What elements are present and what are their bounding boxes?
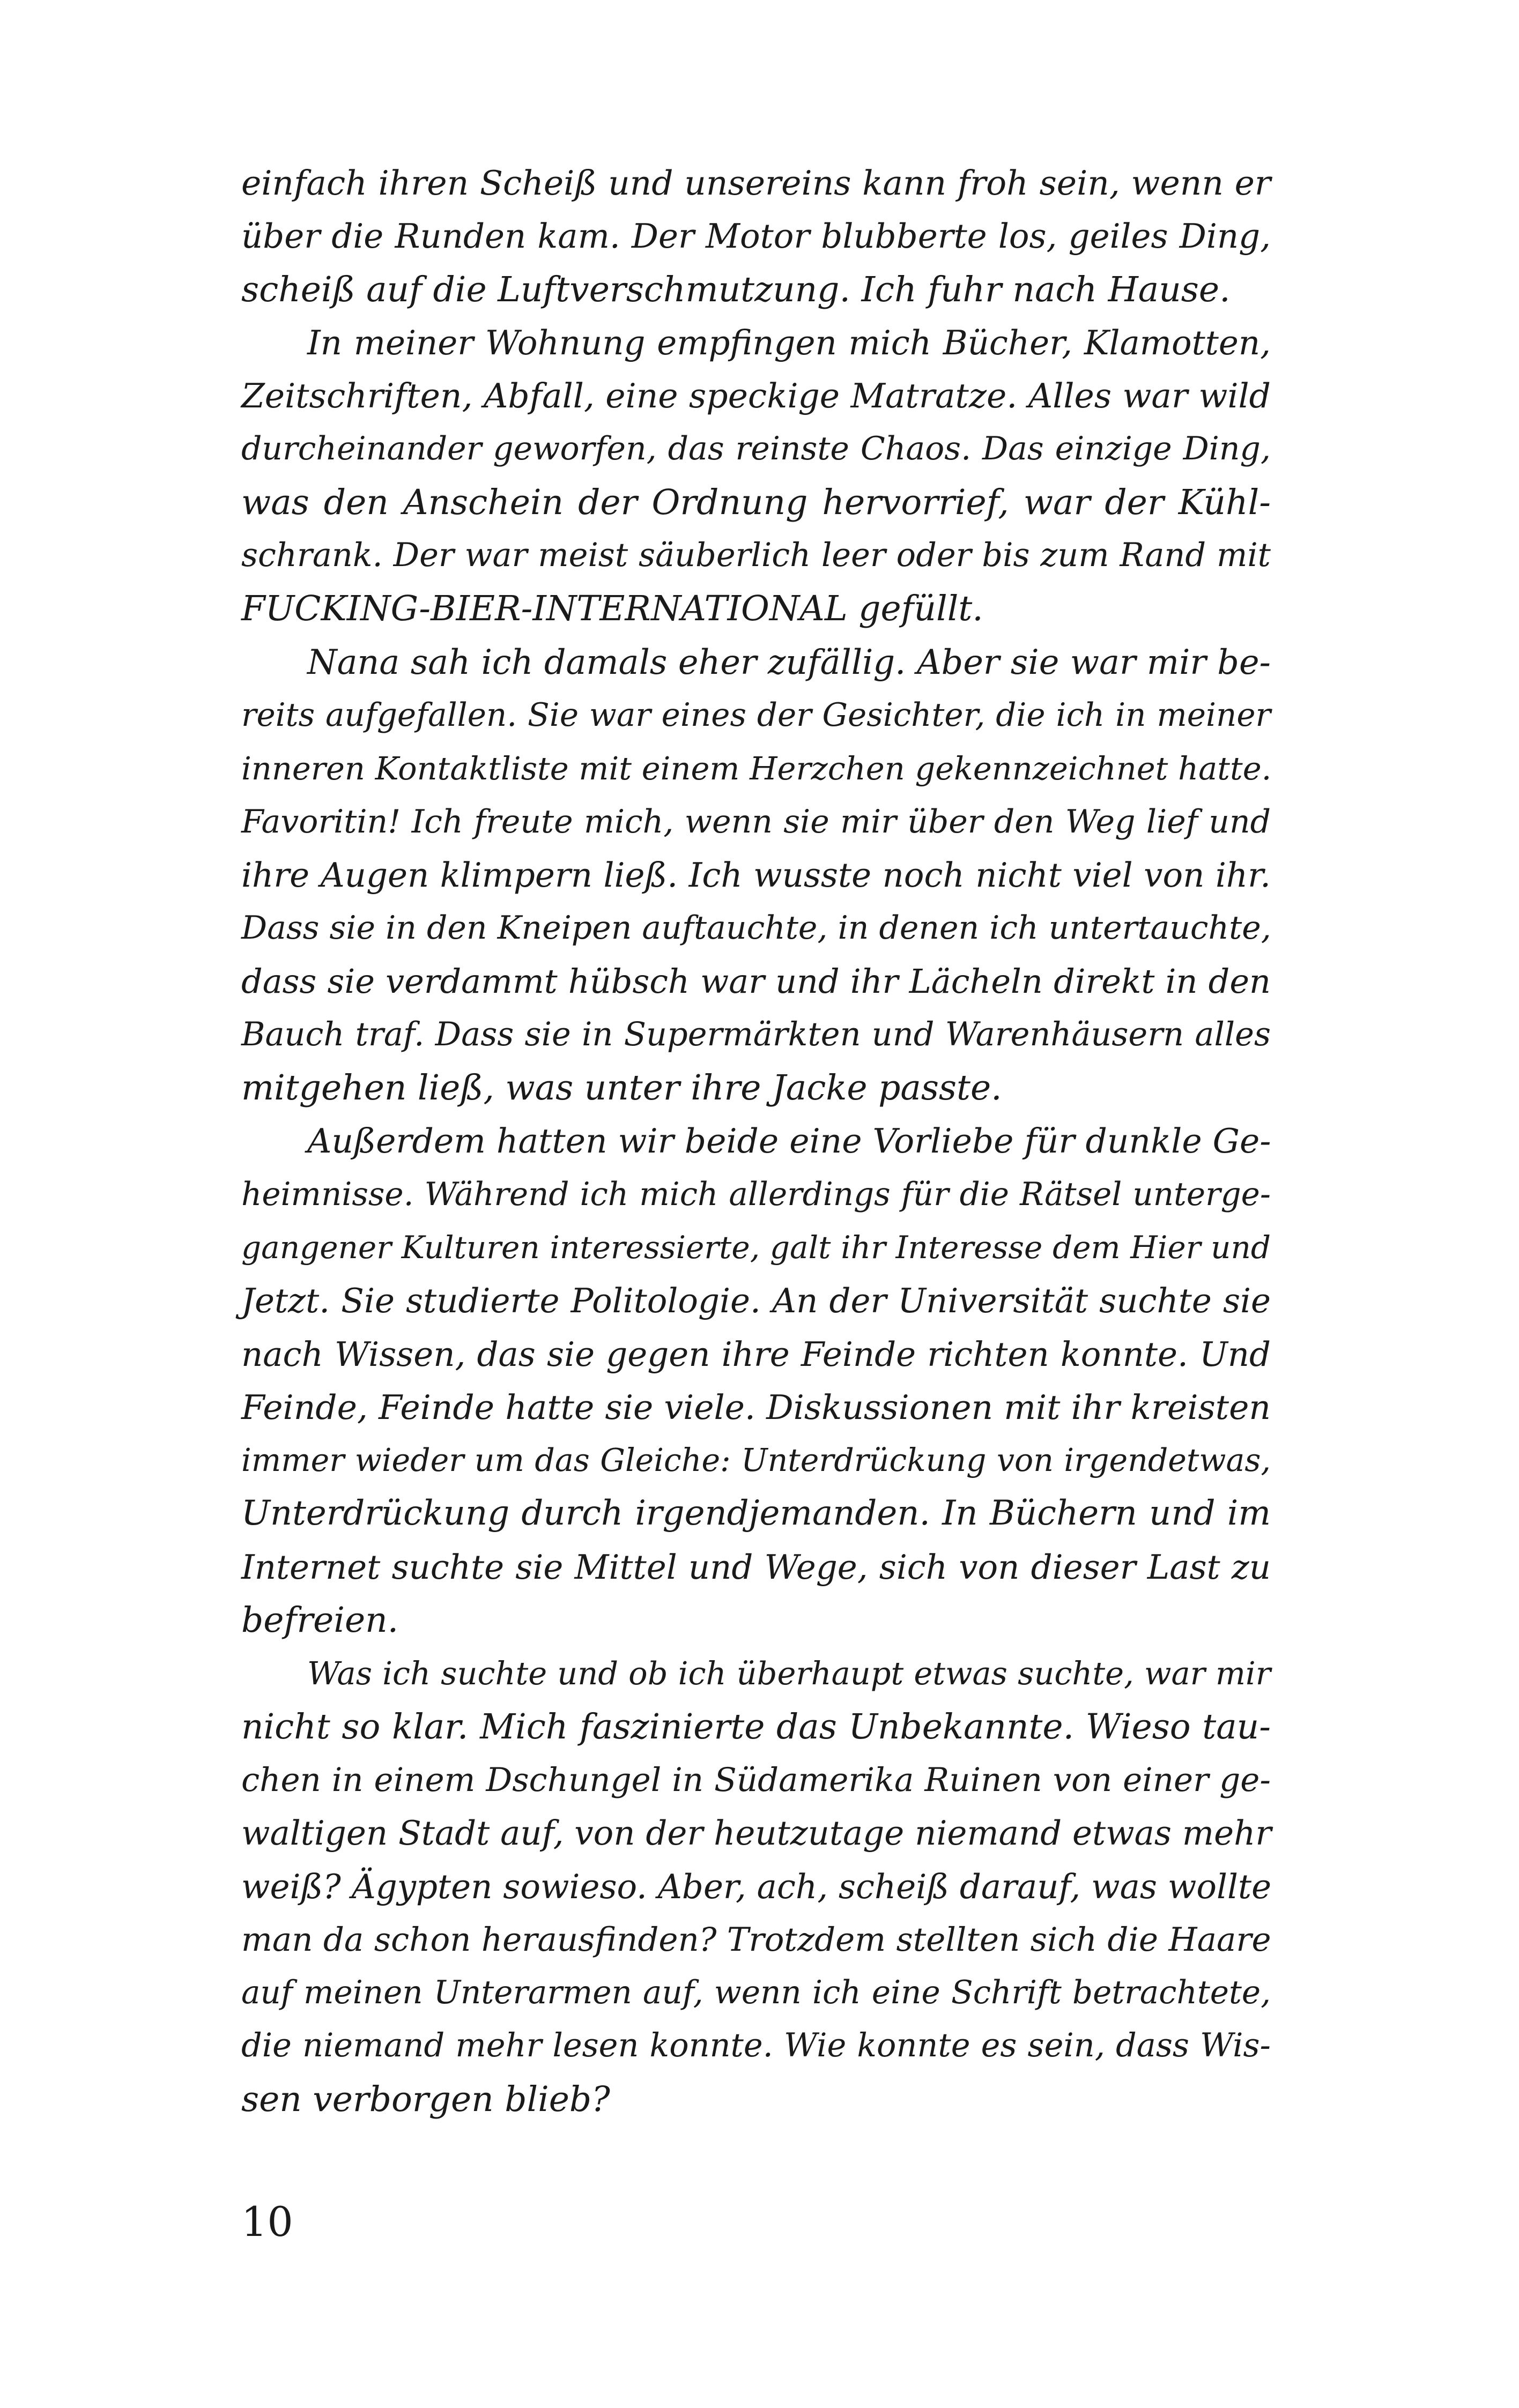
text-line: nach Wissen, das sie gegen ihre Feinde richten konnte. Und (241, 1334, 1271, 1374)
text-line: Unterdrückung durch irgendjemanden. In Büchern und im (241, 1493, 1271, 1534)
text-line: Jetzt. Sie studierte Politologie. An der Universität suchte sie (241, 1281, 1271, 1321)
paragraph-1 (241, 157, 1271, 316)
text-line: nicht so klar. Mich faszinierte das Unbekannte. Wieso tau- (241, 1706, 1271, 1747)
text-line: Favoritin! Ich freute mich, wenn sie mir über den Weg lief und (241, 802, 1271, 841)
text-line: immer wieder um das Gleiche: Unterdrückung von irgendetwas, (241, 1442, 1271, 1479)
text-line: mitgehen ließ, was unter ihre Jacke passte. (241, 1068, 1002, 1109)
text-line: Zeitschriften, Abfall, eine speckige Matratze. Alles war wild (241, 376, 1271, 416)
text-line: auf meinen Unterarmen auf, wenn ich eine Schrift betrachtete, (241, 1974, 1271, 2012)
text-line: über die Runden kam. Der Motor blubberte los, geiles Ding, (241, 217, 1271, 256)
text-line: inneren Kontaktliste mit einem Herzchen gekennzeichnet hatte. (241, 750, 1272, 787)
text-line: heimnisse. Während ich mich allerdings für die Rätsel unterge- (241, 1176, 1271, 1213)
text-line: die niemand mehr lesen konnte. Wie konnte es sein, dass Wis- (241, 2027, 1271, 2065)
text-line: einfach ihren Scheiß und unsereins kann froh sein, wenn er (241, 163, 1271, 203)
text-line: scheiß auf die Luftverschmutzung. Ich fuhr nach Hause. (241, 269, 1231, 310)
paragraph-2 (241, 316, 1271, 636)
text-line: sen verborgen blieb? (241, 2079, 610, 2120)
text-line: Bauch traf. Dass sie in Supermärkten und Warenhäusern alles (241, 1015, 1271, 1053)
text-line: ihre Augen klimpern ließ. Ich wusste noch nicht viel von ihr. (241, 855, 1271, 895)
text-line: Feinde, Feinde hatte sie viele. Diskussionen mit ihr kreisten (241, 1387, 1271, 1427)
text-line: weiß? Ägypten sowieso. Aber, ach, scheiß darauf, was wollte (241, 1867, 1272, 1906)
page-number: 10 (241, 2198, 293, 2246)
text-line: was den Anschein der Ordnung hervorrief, war der Kühl- (241, 482, 1271, 523)
paragraph-5 (241, 1647, 1271, 2126)
text-line: gangener Kulturen interessierte, galt ihr Interesse dem Hier und (241, 1229, 1271, 1266)
body-text (241, 157, 1271, 2126)
text-line: FUCKING-BIER-INTERNATIONAL gefüllt. (241, 589, 983, 629)
text-line: waltigen Stadt auf, von der heutzutage niemand etwas mehr (241, 1814, 1272, 1853)
text-line: schrank. Der war meist säuberlich leer oder bis zum Rand mit (241, 537, 1271, 575)
text-line: Was ich suchte und ob ich überhaupt etwas suchte, war mir (307, 1655, 1271, 1692)
text-line: durcheinander geworfen, das reinste Chaos. Das einzige Ding, (241, 430, 1271, 468)
text-line: Dass sie in den Kneipen auftauchte, in denen ich untertauchte, (241, 909, 1271, 947)
text-line: befreien. (241, 1600, 399, 1641)
text-line: Außerdem hatten wir beide eine Vorliebe für dunkle Ge- (307, 1121, 1271, 1161)
text-line: man da schon herausfinden? Trotzdem stellten sich die Haare (241, 1920, 1271, 1959)
text-line: reits aufgefallen. Sie war eines der Gesichter, die ich in meiner (241, 696, 1271, 734)
paragraph-3 (241, 636, 1271, 1115)
text-line: In meiner Wohnung empfingen mich Bücher, Klamotten, (307, 323, 1271, 362)
text-line: dass sie verdammt hübsch war und ihr Lächeln direkt in den (241, 962, 1271, 1001)
paragraph-4 (241, 1114, 1271, 1647)
text-line: Nana sah ich damals eher zufällig. Aber sie war mir be- (307, 642, 1271, 682)
text-line: Internet suchte sie Mittel und Wege, sich von dieser Last zu (241, 1547, 1271, 1587)
text-line: chen in einem Dschungel in Südamerika Ruinen von einer ge- (241, 1760, 1271, 1799)
